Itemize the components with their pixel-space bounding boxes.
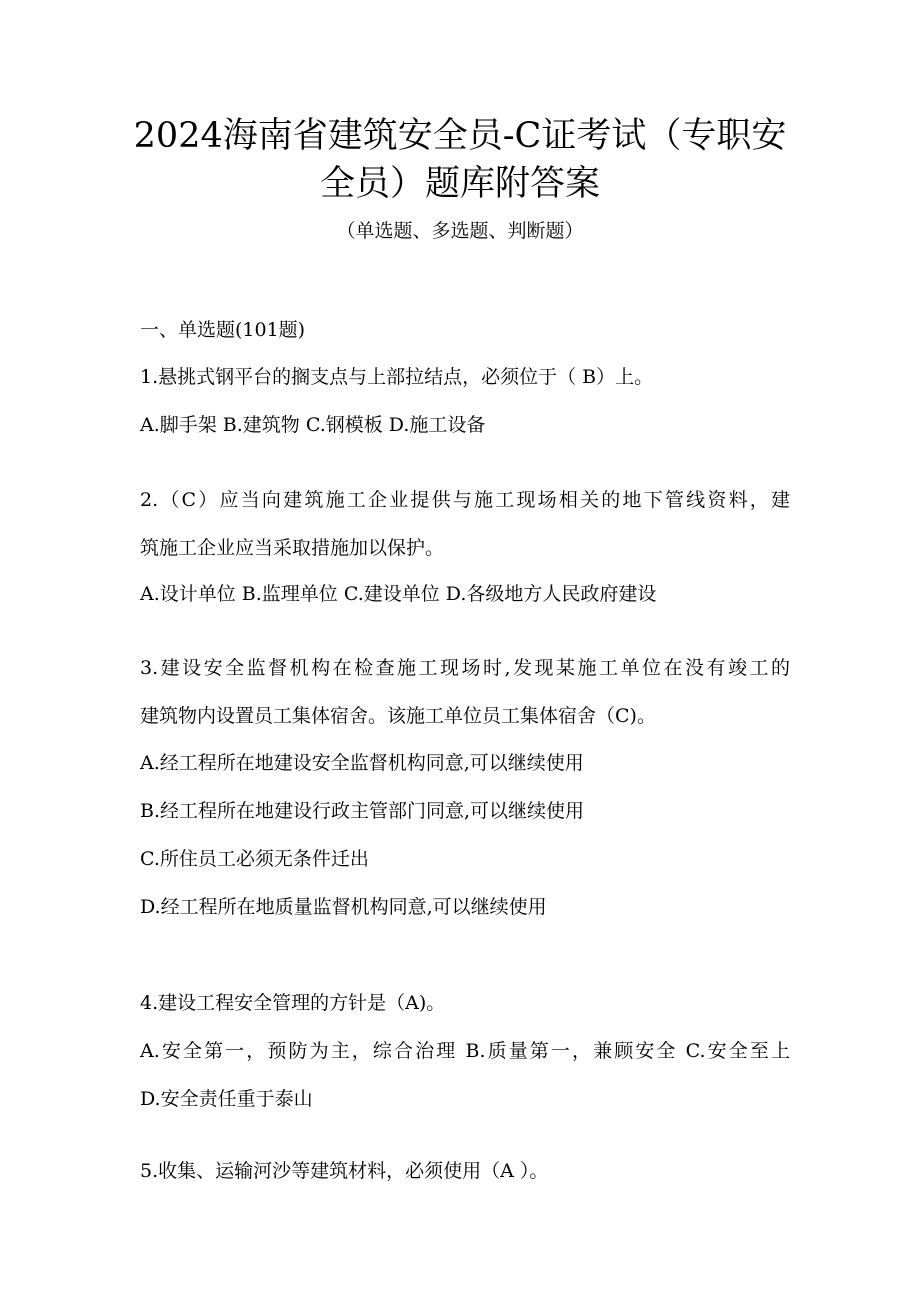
document-title-line-1: 2024海南省建筑安全员-C证考试（专职安 — [133, 116, 787, 156]
section-heading: 一、单选题(101题) — [140, 319, 306, 341]
question-3-stem-line-2: 建筑物内设置员工集体宿舍。该施工单位员工集体宿舍（C)。 — [140, 705, 656, 727]
question-3-option-c: C.所住员工必须无条件迁出 — [140, 848, 369, 870]
question-2-options: A.设计单位 B.监理单位 C.建设单位 D.各级地方人民政府建设 — [140, 583, 657, 605]
question-5-stem: 5.收集、运输河沙等建筑材料，必须使用（A ）。 — [140, 1160, 549, 1182]
question-3-option-b: B.经工程所在地建设行政主管部门同意,可以继续使用 — [140, 800, 585, 822]
document-subtitle: （单选题、多选题、判断题） — [336, 220, 584, 242]
question-3-option-d: D.经工程所在地质量监督机构同意,可以继续使用 — [140, 896, 547, 918]
question-3-option-a: A.经工程所在地建设安全监督机构同意,可以继续使用 — [140, 752, 584, 774]
question-2-stem-line-2: 筑施工企业应当采取措施加以保护。 — [140, 537, 445, 559]
question-4-stem: 4.建设工程安全管理的方针是（A)。 — [140, 992, 446, 1014]
question-1-options: A.脚手架 B.建筑物 C.钢模板 D.施工设备 — [140, 414, 486, 436]
question-4-options-line-1: A.安全第一，预防为主，综合治理 B.质量第一，兼顾安全 C.安全至上 — [140, 1040, 790, 1062]
document-title-line-2: 全员）题库附答案 — [319, 164, 600, 204]
question-1-stem: 1.悬挑式钢平台的搁支点与上部拉结点，必须位于（ B）上。 — [140, 366, 654, 388]
question-2-stem-line-1: 2.（C）应当向建筑施工企业提供与施工现场相关的地下管线资料，建 — [140, 489, 790, 511]
question-4-options-line-2: D.安全责任重于泰山 — [140, 1088, 313, 1110]
question-3-stem-line-1: 3.建设安全监督机构在检查施工现场时,发现某施工单位在没有竣工的 — [140, 657, 790, 679]
